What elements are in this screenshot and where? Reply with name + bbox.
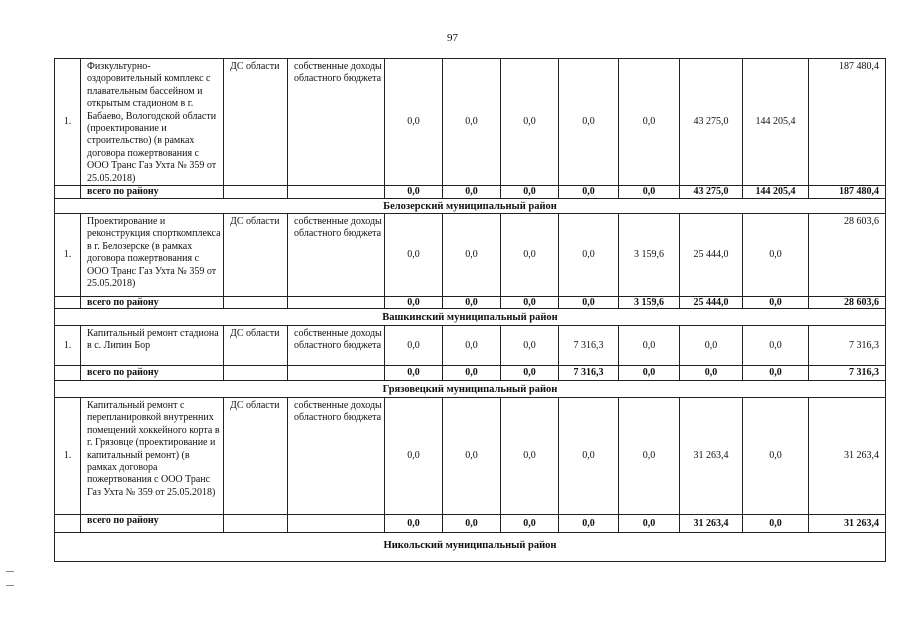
value-total-cell: 31 263,4 (808, 398, 886, 515)
total-cell: 0,0 (742, 366, 808, 381)
total-cell: 0,0 (384, 186, 442, 199)
total-cell: 0,0 (384, 515, 442, 533)
row-index: 1. (54, 59, 80, 186)
value-cell: 0,0 (500, 326, 558, 366)
total-cell: 0,0 (442, 366, 500, 381)
total-cell: 31 263,4 (679, 515, 742, 533)
value-cell: 0,0 (384, 398, 442, 515)
table-row (54, 325, 886, 366)
funding-source: собственные доходы областного бюджета (287, 326, 384, 366)
table-bottom-border (54, 561, 886, 562)
total-cell: 0,0 (618, 366, 679, 381)
total-cell: 0,0 (558, 186, 618, 199)
total-cell: 0,0 (742, 297, 808, 309)
value-cell: 0,0 (442, 214, 500, 297)
executor: ДС области (223, 326, 287, 366)
value-cell: 0,0 (442, 59, 500, 186)
total-cell: 0,0 (742, 515, 808, 533)
total-cell: 0,0 (442, 186, 500, 199)
section-heading: Грязовецкий муниципальный район (54, 380, 886, 397)
value-total-cell: 7 316,3 (808, 326, 886, 366)
value-cell: 0,0 (742, 326, 808, 366)
table-row (54, 397, 886, 515)
empty-cell (287, 366, 384, 381)
total-cell: 0,0 (442, 515, 500, 533)
row-index: 1. (54, 326, 80, 366)
value-total-cell: 187 480,4 (808, 59, 886, 186)
margin-mark (6, 585, 14, 586)
value-cell: 25 444,0 (679, 214, 742, 297)
total-cell: 0,0 (618, 186, 679, 199)
value-cell: 0,0 (742, 398, 808, 515)
funding-source: собственные доходы областного бюджета (287, 59, 384, 186)
value-cell: 31 263,4 (679, 398, 742, 515)
district-total-row (54, 365, 886, 381)
total-cell: 3 159,6 (618, 297, 679, 309)
value-cell: 0,0 (384, 214, 442, 297)
total-cell: 0,0 (679, 366, 742, 381)
margin-mark (6, 571, 14, 572)
section-heading: Никольский муниципальный район (54, 532, 886, 561)
value-cell: 0,0 (442, 326, 500, 366)
total-cell: 43 275,0 (679, 186, 742, 199)
row-index: 1. (54, 214, 80, 297)
executor: ДС области (223, 214, 287, 297)
table-row (54, 213, 886, 297)
total-cell: 0,0 (500, 186, 558, 199)
executor: ДС области (223, 398, 287, 515)
district-total-row (54, 185, 886, 199)
value-cell: 0,0 (384, 59, 442, 186)
section-heading: Вашкинский муниципальный район (54, 308, 886, 325)
value-cell: 0,0 (618, 59, 679, 186)
value-cell: 0,0 (500, 59, 558, 186)
value-cell: 43 275,0 (679, 59, 742, 186)
funding-source: собственные доходы областного бюджета (287, 214, 384, 297)
total-cell: 0,0 (442, 297, 500, 309)
value-cell: 0,0 (618, 398, 679, 515)
section-heading: Белозерский муниципальный район (54, 198, 886, 213)
value-cell: 0,0 (742, 214, 808, 297)
total-cell: 144 205,4 (742, 186, 808, 199)
total-cell: 0,0 (384, 366, 442, 381)
total-cell: 0,0 (558, 297, 618, 309)
empty-cell (54, 366, 80, 381)
page-number: 97 (447, 32, 458, 44)
value-cell: 0,0 (558, 398, 618, 515)
value-cell: 3 159,6 (618, 214, 679, 297)
value-cell: 0,0 (500, 398, 558, 515)
value-cell: 0,0 (442, 398, 500, 515)
table-row (54, 58, 886, 186)
value-cell: 7 316,3 (558, 326, 618, 366)
total-cell: 0,0 (500, 515, 558, 533)
value-cell: 0,0 (679, 326, 742, 366)
value-total-cell: 28 603,6 (808, 214, 886, 297)
total-cell: 0,0 (500, 366, 558, 381)
district-total-row (54, 514, 886, 533)
executor: ДС области (223, 59, 287, 186)
total-label: всего по району (80, 297, 223, 309)
total-cell: 7 316,3 (558, 366, 618, 381)
total-cell: 0,0 (500, 297, 558, 309)
funding-source: собственные доходы областного бюджета (287, 398, 384, 515)
object-name: Физкультурно-оздоровительный комплекс с плавательным бассейном и открытым стадионом в г. Бабаево, Вологодской области (проектирование и строительство) (в рамках договора пожертвования с ООО Транс Газ Ухта № 359 от 25.05.2018) (80, 59, 223, 186)
empty-cell (223, 515, 287, 533)
total-cell: 187 480,4 (808, 186, 886, 199)
value-cell: 0,0 (384, 326, 442, 366)
total-label: всего по району (80, 515, 223, 533)
total-cell: 0,0 (618, 515, 679, 533)
object-name: Капитальный ремонт с перепланировкой внутренних помещений хоккейного корта в г. Грязовце (проектирование и капитальный ремонт) (в рамках договора пожертвования с ООО Транс Газ Ухта № 359 от 25.05.2018) (80, 398, 223, 515)
total-cell: 0,0 (384, 297, 442, 309)
object-name: Проектирование и реконструкция спорткомплекса в г. Белозерске (в рамках договора пожертвования с ООО Транс Газ Ухта № 359 от 25.05.2018) (80, 214, 223, 297)
value-cell: 0,0 (618, 326, 679, 366)
total-cell: 31 263,4 (808, 515, 886, 533)
empty-cell (54, 515, 80, 533)
empty-cell (287, 515, 384, 533)
total-label: всего по району (80, 186, 223, 199)
total-label: всего по району (80, 366, 223, 381)
value-cell: 0,0 (500, 214, 558, 297)
total-cell: 28 603,6 (808, 297, 886, 309)
empty-cell (223, 366, 287, 381)
value-cell: 144 205,4 (742, 59, 808, 186)
row-index: 1. (54, 398, 80, 515)
total-cell: 7 316,3 (808, 366, 886, 381)
value-cell: 0,0 (558, 214, 618, 297)
total-cell: 0,0 (558, 515, 618, 533)
total-cell: 25 444,0 (679, 297, 742, 309)
value-cell: 0,0 (558, 59, 618, 186)
object-name: Капитальный ремонт стадиона в с. Липин Бор (80, 326, 223, 366)
